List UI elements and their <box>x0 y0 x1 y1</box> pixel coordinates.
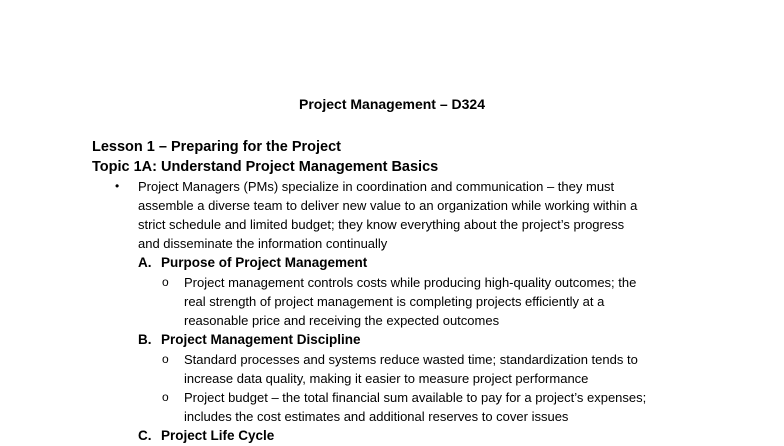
list-item <box>92 350 702 388</box>
section-letter: B. <box>138 332 152 347</box>
section-heading-a <box>92 253 702 273</box>
section-title: Project Management Discipline <box>161 332 361 347</box>
circle-bullet-marker: o <box>162 352 169 366</box>
section-title: Purpose of Project Management <box>161 255 368 270</box>
section-heading-b <box>92 330 702 350</box>
bullet-text <box>138 177 702 253</box>
item-line: Project management controls costs while producing high-quality outcomes; the <box>184 275 637 290</box>
item-line: includes the cost estimates and additional reserves to cover issues <box>184 409 569 424</box>
section-letter: A. <box>138 255 152 270</box>
lesson-heading: Lesson 1 – Preparing for the Project <box>92 139 341 155</box>
section-heading-c <box>92 426 702 446</box>
circle-bullet-marker: o <box>162 390 169 404</box>
document-body <box>92 137 702 446</box>
bullet-marker: • <box>115 179 120 193</box>
bullet-line: and disseminate the information continually <box>138 236 388 251</box>
circle-bullet-marker: o <box>162 275 169 289</box>
item-line: Project budget – the total financial sum available to pay for a project’s expenses; <box>184 390 647 405</box>
bullet-line: strict schedule and limited budget; they know everything about the project’s progress <box>138 217 625 232</box>
list-item <box>92 388 702 426</box>
item-line: Standard processes and systems reduce wasted time; standardization tends to <box>184 352 638 367</box>
bullet-line: assemble a diverse team to deliver new value to an organization while working within a <box>138 198 638 213</box>
bullet-item <box>92 177 702 253</box>
item-line: reasonable price and receiving the expected outcomes <box>184 313 500 328</box>
page-title: Project Management – D324 <box>299 96 485 112</box>
section-title: Project Life Cycle <box>161 428 275 443</box>
section-letter: C. <box>138 428 152 443</box>
item-line: real strength of project management is completing projects efficiently at a <box>184 294 605 309</box>
bullet-line: Project Managers (PMs) specialize in coordination and communication – they must <box>138 179 615 194</box>
list-item <box>92 273 702 330</box>
topic-heading: Topic 1A: Understand Project Management Basics <box>92 159 439 175</box>
item-line: increase data quality, making it easier to measure project performance <box>184 371 589 386</box>
